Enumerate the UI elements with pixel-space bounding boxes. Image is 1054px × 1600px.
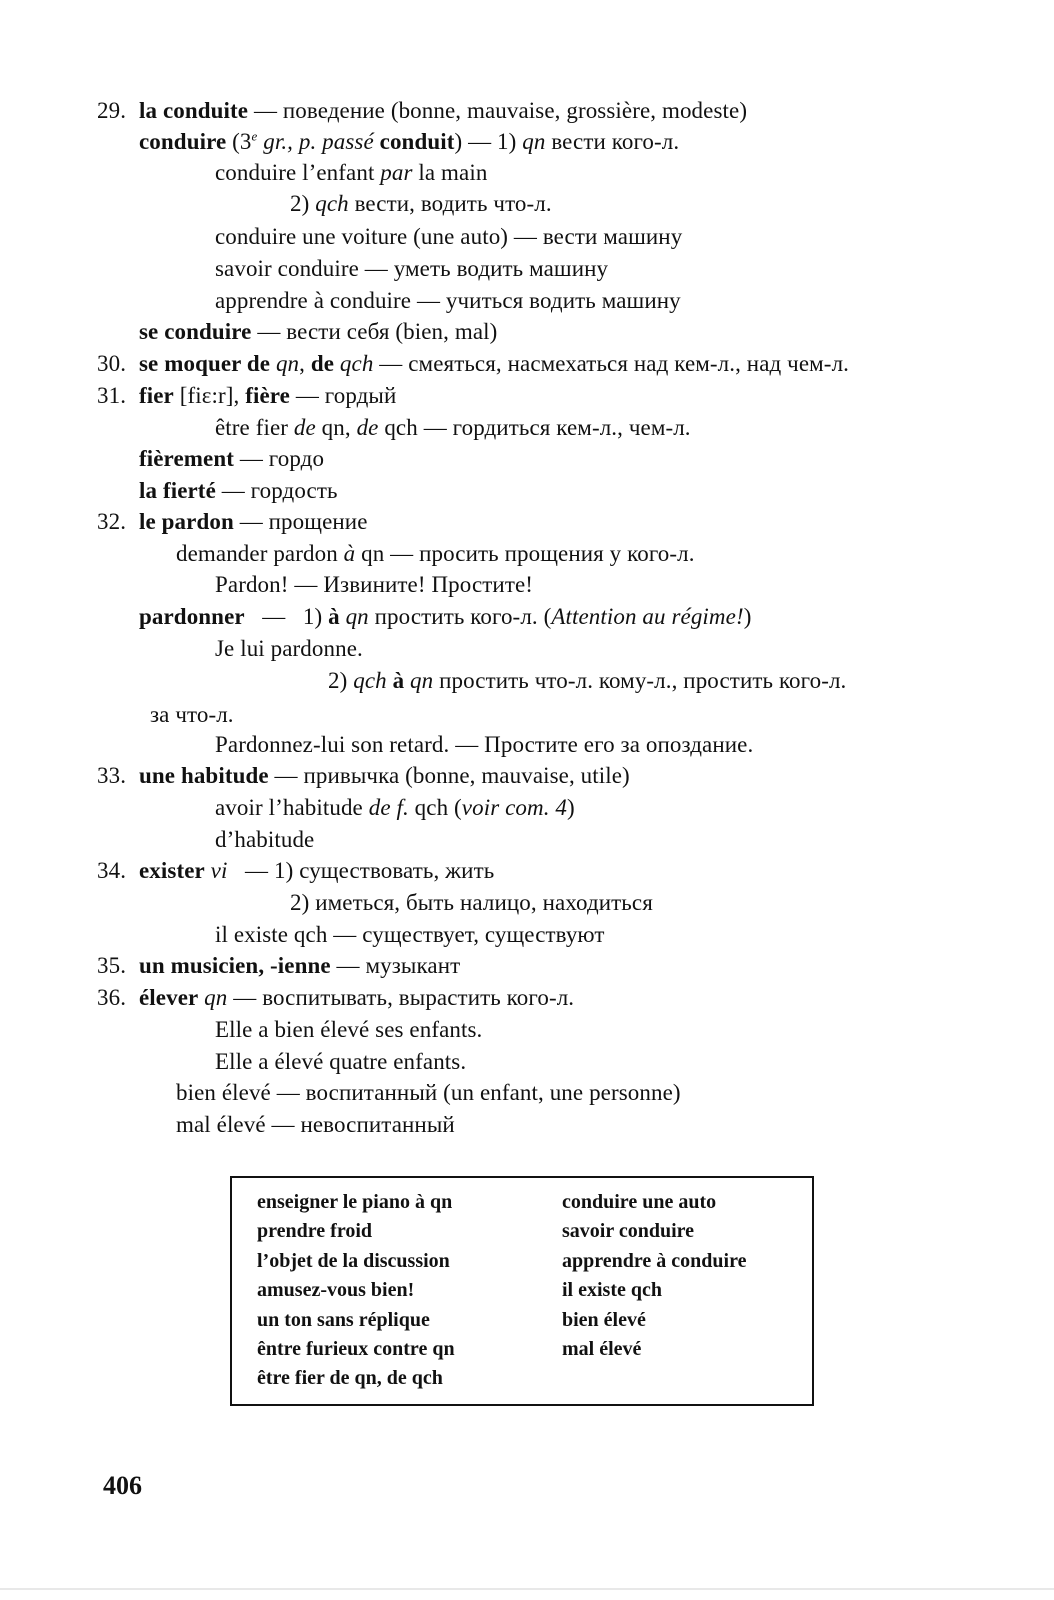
object-marker: qn [404, 668, 434, 693]
vocabulary-box [230, 1176, 814, 1406]
pronunciation: [fiɛ:r], [173, 383, 246, 408]
example-line: Elle a élevé quatre enfants. [215, 1049, 467, 1074]
translation: — вести себя (bien, mal) [251, 319, 498, 344]
sense-line: 2) иметься, быть налицо, находиться [290, 890, 653, 915]
example-text: demander pardon [176, 541, 344, 566]
example-line: Elle a bien élevé ses enfants. [215, 1017, 483, 1042]
example-line: bien élevé — воспитанный (un enfant, une personne) [176, 1080, 681, 1105]
vocabulary-item: il existe qch [562, 1279, 662, 1302]
example-text: qn, [315, 415, 357, 440]
headword: fièrement [139, 446, 234, 471]
example-line: Je lui pardonne. [215, 636, 363, 661]
sub-entry [139, 317, 497, 347]
sense-marker: — 1) [244, 604, 329, 629]
sub-entry [139, 476, 338, 506]
translation: — прощение [233, 509, 368, 534]
headword: une habitude [139, 763, 269, 788]
sub-entry [139, 602, 751, 632]
object-marker: qn [339, 604, 369, 629]
grammar-note: vi [204, 858, 228, 883]
example-italic: de [356, 415, 379, 440]
preposition: à [386, 668, 405, 693]
vocabulary-item: apprendre à conduire [562, 1249, 747, 1272]
entry-number: 36. [97, 985, 127, 1010]
page-edge-divider [0, 1588, 1054, 1590]
translation: — музыкант [330, 953, 461, 978]
example-text: être fier [215, 415, 294, 440]
entry-32-headline [97, 507, 368, 537]
punctuation: , [299, 351, 311, 376]
continuation-line: за что-л. [150, 702, 234, 727]
headword: fier [139, 383, 174, 408]
headword: un musicien, -ienne [139, 953, 331, 978]
example-line [176, 539, 695, 569]
grammar-note: (3 [226, 129, 252, 154]
entry-number: 29. [97, 98, 127, 123]
translation: вести кого-л. [545, 129, 680, 154]
vocabulary-item: l’objet de la discussion [257, 1249, 450, 1272]
headword: la conduite [139, 98, 249, 123]
note: Attention au régime! [551, 604, 744, 629]
example-italic: de [293, 415, 316, 440]
entry-number: 33. [97, 763, 127, 788]
preposition: à [328, 604, 340, 629]
vocabulary-item: enseigner le piano à qn [257, 1191, 453, 1213]
entry-35-headline [97, 951, 460, 981]
translation: — привычка (bonne, mauvaise, utile) [268, 763, 630, 788]
punctuation: ) [567, 795, 575, 820]
sub-entry [139, 444, 324, 474]
entry-29-headline [97, 96, 747, 126]
note: voir com. 4 [461, 795, 568, 820]
object-marker: qch [353, 668, 387, 693]
headword: se conduire [139, 319, 252, 344]
vocabulary-item: amusez-vous bien! [257, 1279, 415, 1302]
object-marker: qch [315, 191, 349, 216]
example-line: apprendre à conduire — учиться водить машину [215, 288, 681, 313]
example-line: savoir conduire — уметь водить машину [215, 256, 609, 281]
sense-marker: 2) [290, 191, 316, 216]
superscript: e [251, 128, 258, 144]
vocabulary-item: être fier de qn, de qch [257, 1367, 443, 1390]
example-text: avoir l’habitude [215, 795, 369, 820]
example-line [215, 793, 575, 823]
entry-30-headline [97, 349, 849, 379]
vocabulary-box-right-column [562, 1188, 746, 1364]
entry-31-headline [97, 381, 396, 411]
punctuation: ) [743, 604, 752, 629]
headword: fière [245, 383, 290, 408]
headword: le pardon [139, 509, 234, 534]
entry-34-headline [97, 856, 494, 886]
headword: conduire [139, 129, 227, 154]
vocabulary-item: un ton sans réplique [257, 1308, 430, 1331]
entry-36-headline [97, 983, 574, 1013]
translation: — поведение (bonne, mauvaise, grossière, modeste) [248, 98, 748, 123]
vocabulary-item: êntre furieux contre qn [257, 1338, 455, 1361]
translation: — воспитывать, вырастить кого-л. [227, 985, 575, 1010]
translation: простить кого-л. ( [368, 604, 552, 629]
grammar-note: gr., p. passé [257, 129, 374, 154]
headword: la fierté [139, 478, 216, 503]
example-text: qn — просить прощения у кого-л. [355, 541, 695, 566]
entry-number: 30. [97, 351, 127, 376]
headword: élever [139, 985, 199, 1010]
entry-33-headline [97, 761, 630, 791]
vocabulary-item: bien élevé [562, 1308, 646, 1331]
headword: de [310, 351, 340, 376]
sense-marker: ) — 1) [454, 129, 523, 154]
entry-number: 31. [97, 383, 127, 408]
example-line: d’habitude [215, 827, 315, 852]
translation: — смеяться, насмехаться над кем-л., над чем-л. [373, 351, 849, 376]
sense-marker: 2) [328, 668, 354, 693]
example-text: conduire l’enfant [215, 160, 381, 185]
example-line [215, 413, 691, 443]
example-text: la main [412, 160, 488, 185]
object-marker: qn [522, 129, 546, 154]
sense-line [290, 189, 552, 219]
entry-number: 34. [97, 858, 127, 883]
page-number: 406 [103, 1471, 142, 1500]
example-text: qch ( [408, 795, 462, 820]
headword: exister [139, 858, 205, 883]
example-line [215, 158, 487, 188]
example-text: qch — гордиться кем-л., чем-л. [378, 415, 691, 440]
example-italic: par [380, 160, 413, 185]
sense-line [328, 666, 846, 696]
object-marker: qn [275, 351, 300, 376]
example-line: Pardon! — Извините! Простите! [215, 572, 534, 597]
vocabulary-item: prendre froid [257, 1220, 373, 1243]
headword: pardonner [139, 604, 245, 629]
headword: se moquer de [139, 351, 276, 376]
entry-29-verb [139, 127, 679, 157]
vocabulary-item: mal élevé [562, 1338, 642, 1361]
example-italic: à [343, 541, 356, 566]
translation: — 1) существовать, жить [227, 858, 495, 883]
translation: вести, водить что-л. [348, 191, 552, 216]
object-marker: qch [339, 351, 374, 376]
entry-number: 32. [97, 509, 127, 534]
vocabulary-item: conduire une auto [562, 1191, 717, 1213]
example-line: mal élevé — невоспитанный [176, 1112, 455, 1137]
object-marker: qn [198, 985, 228, 1010]
entry-number: 35. [97, 953, 127, 978]
translation: — гордость [215, 478, 338, 503]
example-italic: de f. [368, 795, 409, 820]
vocabulary-box-left-column [257, 1188, 455, 1394]
example-line: Pardonnez-lui son retard. — Простите его за опоздание. [215, 732, 754, 757]
example-line: il existe qch — существует, существуют [215, 922, 605, 947]
translation: простить что-л. кому-л., простить кого-л. [433, 668, 847, 693]
translation: — гордый [289, 383, 397, 408]
past-participle: conduit [373, 129, 455, 154]
vocabulary-item: savoir conduire [562, 1220, 695, 1243]
example-line: conduire une voiture (une auto) — вести машину [215, 224, 683, 249]
translation: — гордо [233, 446, 325, 471]
